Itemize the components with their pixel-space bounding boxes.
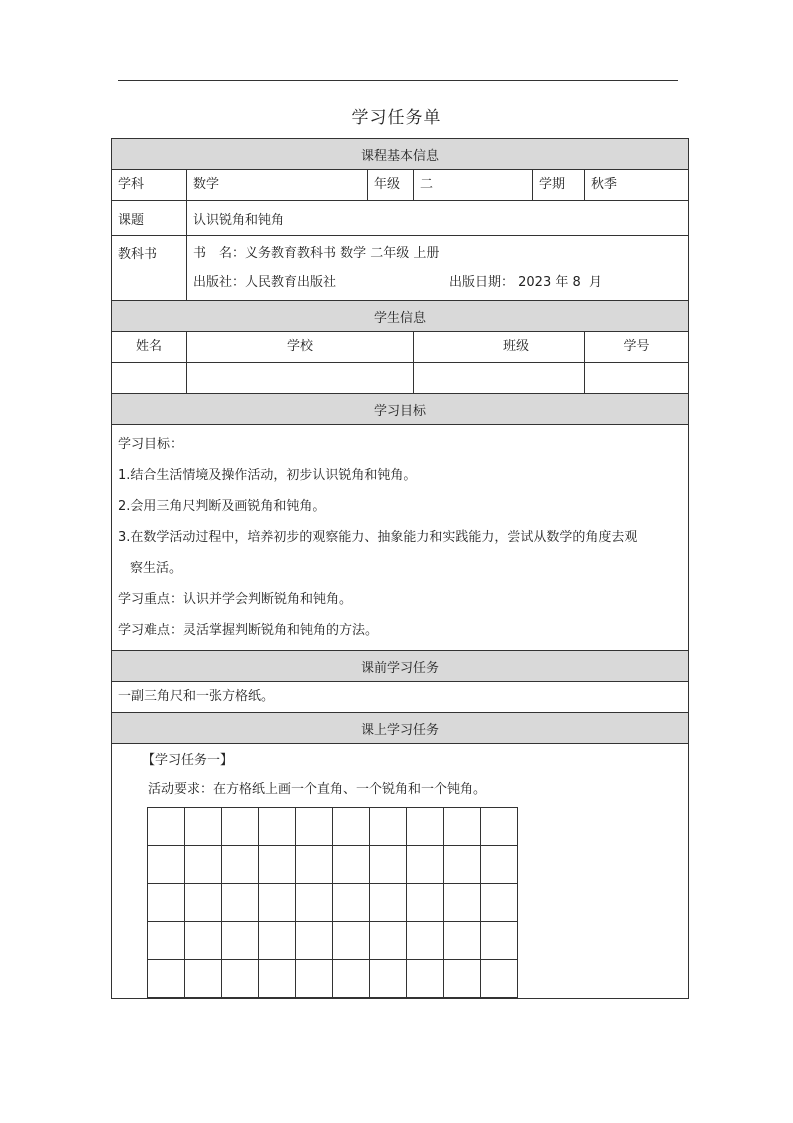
- student-info-header-row: [112, 301, 689, 332]
- grid-cell: [333, 922, 370, 960]
- grid-cell: [444, 884, 481, 922]
- task-sheet-table: [111, 138, 689, 999]
- student-school-field[interactable]: [187, 363, 414, 394]
- grade-label: 年级: [368, 170, 414, 201]
- grid-cell: [296, 960, 333, 998]
- grid-cell: [259, 846, 296, 884]
- grid-cell: [296, 808, 333, 846]
- grid-cell: [259, 922, 296, 960]
- document-title: 学习任务单: [351, 108, 442, 128]
- grid-cell: [370, 846, 407, 884]
- student-class-field[interactable]: [414, 363, 585, 394]
- objectives-header-row: [112, 394, 689, 425]
- in-class-row: [112, 744, 689, 999]
- grid-cell: [370, 884, 407, 922]
- grid-cell: [259, 960, 296, 998]
- grid-cell: [296, 846, 333, 884]
- grid-cell: [407, 846, 444, 884]
- grid-cell: [148, 960, 185, 998]
- grade-value: 二: [414, 170, 533, 201]
- grid-cell: [222, 846, 259, 884]
- graph-paper-grid[interactable]: [147, 807, 518, 998]
- grid-cell: [259, 808, 296, 846]
- topic-value: 认识锐角和钝角: [187, 201, 689, 236]
- grid-cell: [296, 922, 333, 960]
- grid-cell: [148, 922, 185, 960]
- grid-row: [148, 846, 518, 884]
- grid-cell: [296, 884, 333, 922]
- student-entry-row: [112, 363, 689, 394]
- task-1-requirement: 活动要求：在方格纸上画一个直角、一个锐角和一个钝角。: [148, 782, 487, 797]
- header-rule: [118, 80, 678, 81]
- grid-cell: [185, 808, 222, 846]
- course-info-header: 课程基本信息: [112, 139, 689, 170]
- grid-cell: [481, 846, 518, 884]
- objective-item-1: 1.结合生活情境及操作活动，初步认识锐角和钝角。: [118, 468, 417, 483]
- objectives-row: [112, 425, 689, 651]
- subject-label: 学科: [112, 170, 187, 201]
- subject-row: [112, 170, 689, 201]
- grid-cell: [481, 884, 518, 922]
- objectives-intro: 学习目标：: [118, 437, 184, 452]
- grid-cell: [407, 808, 444, 846]
- grid-cell: [148, 846, 185, 884]
- student-info-header: 学生信息: [112, 301, 689, 332]
- task-1-title: 【学习任务一】: [142, 753, 234, 768]
- term-label: 学期: [533, 170, 585, 201]
- textbook-row: [112, 236, 689, 301]
- grid-row: [148, 922, 518, 960]
- grid-cell: [333, 960, 370, 998]
- term-value: 秋季: [585, 170, 689, 201]
- grid-cell: [444, 808, 481, 846]
- pre-class-header: 课前学习任务: [112, 651, 689, 682]
- grid-cell: [222, 960, 259, 998]
- pre-class-header-row: [112, 651, 689, 682]
- objective-item-2: 2.会用三角尺判断及画锐角和钝角。: [118, 499, 326, 514]
- grid-cell: [333, 846, 370, 884]
- subject-value: 数学: [187, 170, 368, 201]
- grid-cell: [481, 960, 518, 998]
- objectives-content: [112, 425, 689, 651]
- textbook-publish-line: [193, 268, 682, 297]
- textbook-label: 教科书: [112, 236, 187, 301]
- grid-row: [148, 884, 518, 922]
- pre-class-row: [112, 682, 689, 713]
- grid-cell: [185, 960, 222, 998]
- in-class-header-row: [112, 713, 689, 744]
- grid-cell: [333, 884, 370, 922]
- textbook-publisher: 出版社：人民教育出版社: [193, 275, 337, 290]
- grid-row: [148, 808, 518, 846]
- grid-cell: [333, 808, 370, 846]
- student-columns-row: [112, 332, 689, 363]
- student-name-field[interactable]: [112, 363, 187, 394]
- grid-cell: [407, 960, 444, 998]
- in-class-header: 课上学习任务: [112, 713, 689, 744]
- grid-cell: [370, 960, 407, 998]
- column-class: 班级: [414, 332, 585, 363]
- grid-cell: [222, 808, 259, 846]
- column-name: 姓名: [112, 332, 187, 363]
- grid-cell: [370, 922, 407, 960]
- grid-cell: [370, 808, 407, 846]
- grid-cell: [407, 922, 444, 960]
- grid-cell: [481, 808, 518, 846]
- course-info-header-row: [112, 139, 689, 170]
- grid-cell: [444, 960, 481, 998]
- column-student-id: 学号: [585, 332, 689, 363]
- grid-cell: [222, 884, 259, 922]
- grid-cell: [185, 846, 222, 884]
- grid-cell: [259, 884, 296, 922]
- textbook-name: 书 名：义务教育教科书 数学 二年级 上册: [193, 246, 440, 261]
- pre-class-content: 一副三角尺和一张方格纸。: [112, 682, 689, 713]
- topic-row: [112, 201, 689, 236]
- column-school: 学校: [187, 332, 414, 363]
- key-point: 学习重点：认识并学会判断锐角和钝角。: [118, 592, 353, 607]
- grid-cell: [444, 922, 481, 960]
- grid-cell: [185, 884, 222, 922]
- grid-cell: [407, 884, 444, 922]
- grid-cell: [444, 846, 481, 884]
- grid-cell: [148, 884, 185, 922]
- objectives-header: 学习目标: [112, 394, 689, 425]
- objective-item-3: 3.在数学活动过程中，培养初步的观察能力、抽象能力和实践能力，尝试从数学的角度去观: [118, 530, 638, 545]
- textbook-publish-date: 出版日期： 2023 年 8 月: [449, 275, 603, 290]
- textbook-details: [187, 236, 689, 301]
- grid-cell: [148, 808, 185, 846]
- objective-item-3-continued: 察生活。: [130, 561, 183, 576]
- grid-row: [148, 960, 518, 998]
- difficulty-point: 学习难点：灵活掌握判断锐角和钝角的方法。: [118, 623, 379, 638]
- topic-label: 课题: [112, 201, 187, 236]
- in-class-content: [112, 744, 689, 999]
- student-id-field[interactable]: [585, 363, 689, 394]
- grid-cell: [481, 922, 518, 960]
- grid-cell: [222, 922, 259, 960]
- grid-cell: [185, 922, 222, 960]
